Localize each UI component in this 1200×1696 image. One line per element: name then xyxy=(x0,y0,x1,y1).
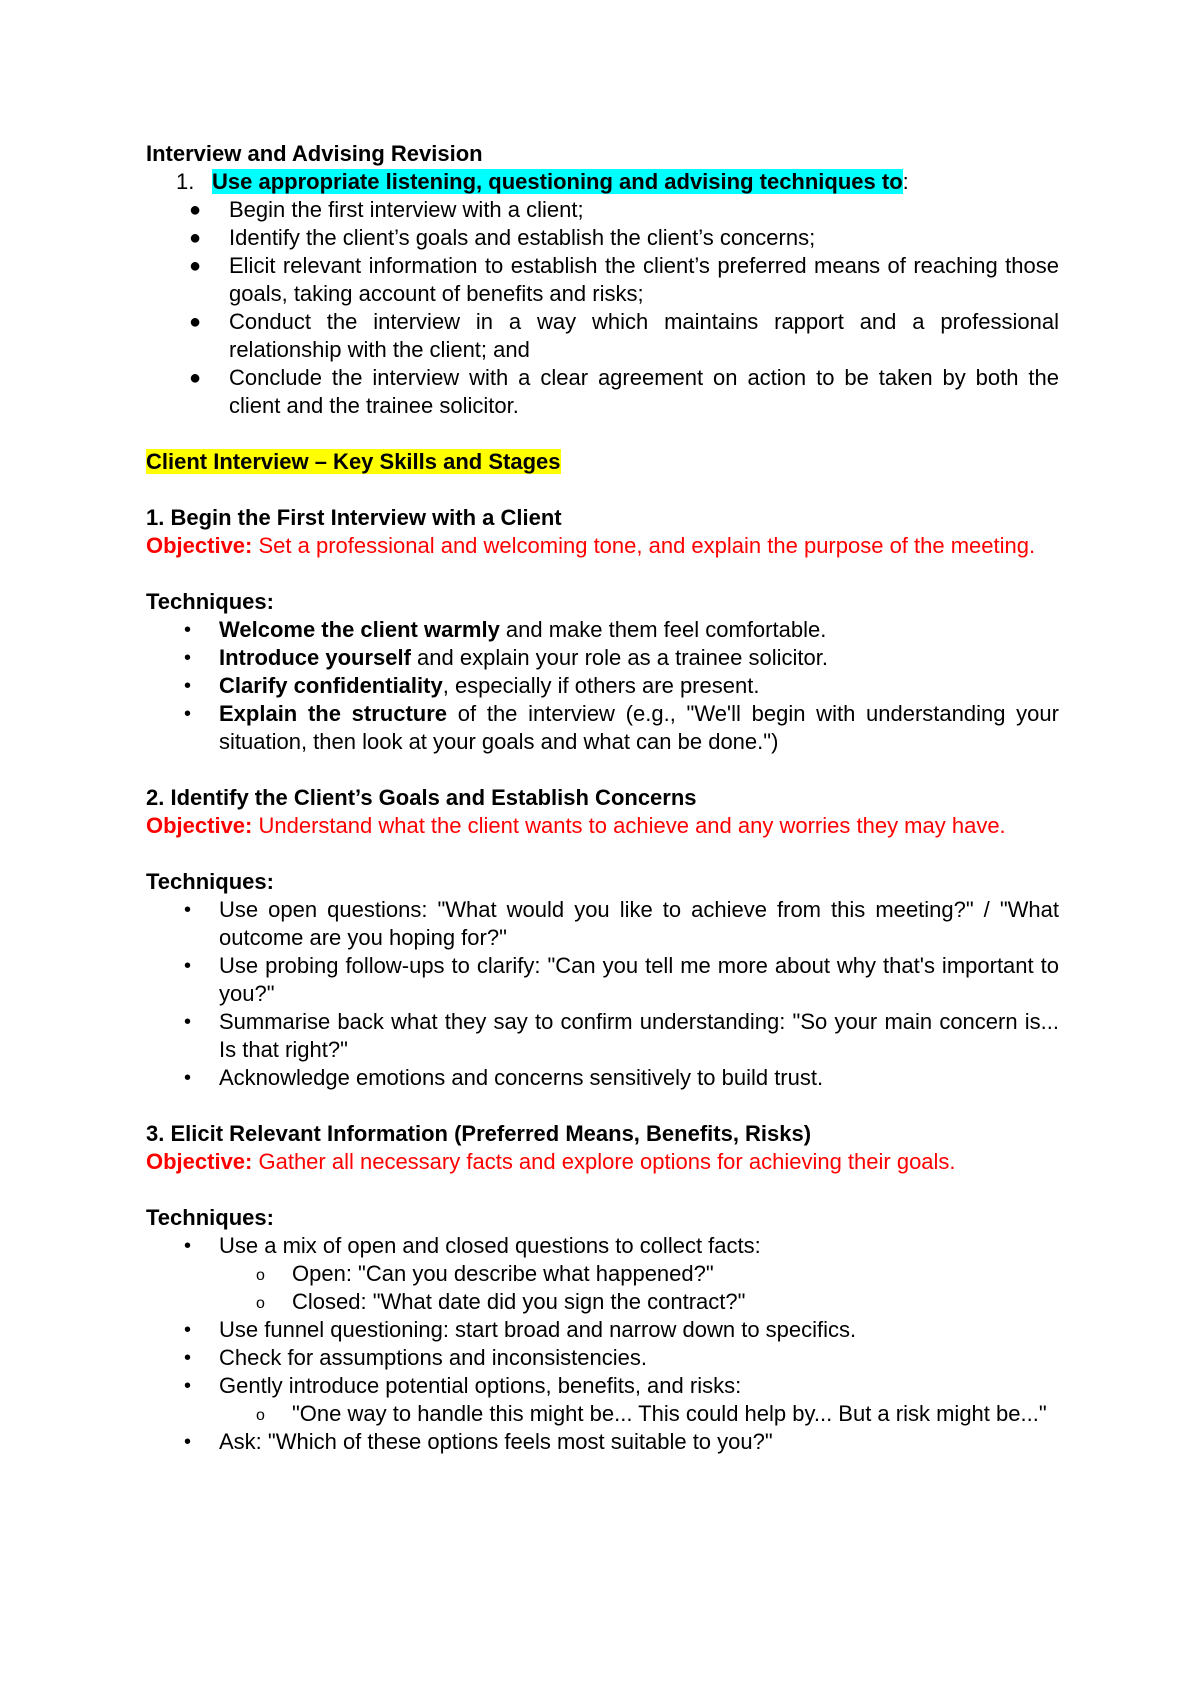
list-item: • Summarise back what they say to confirm understanding: "So your main concern is... Is that right?" xyxy=(184,1009,1059,1062)
list-item: ● Conclude the interview with a clear agreement on action to be taken by both the client and the trainee solicitor. xyxy=(189,365,1059,418)
sub-list xyxy=(219,1260,1059,1316)
list-item: ● Identify the client’s goals and establish the client’s concerns; xyxy=(189,225,816,250)
section1-techniques-label: Techniques: xyxy=(146,589,274,614)
circle-bullet-icon: o xyxy=(256,1295,265,1312)
bullet-icon: • xyxy=(184,1431,192,1453)
bullet-icon: • xyxy=(184,1235,192,1257)
section2-objective: Objective: Understand what the client wants to achieve and any worries they may have. xyxy=(146,813,1006,838)
list-item: ● Elicit relevant information to establish the client’s preferred means of reaching those goals, taking account of benefits and risks; xyxy=(189,253,1059,306)
outcome-number: 1. xyxy=(176,169,195,194)
bullet-icon: • xyxy=(184,647,192,669)
bullet-icon: ● xyxy=(189,367,202,389)
bullet-icon: • xyxy=(184,619,192,641)
list-item: • Introduce yourself and explain your role as a trainee solicitor. xyxy=(184,645,828,670)
list-item: • Use open questions: "What would you like to achieve from this meeting?" / "What outcome are you hoping for?" xyxy=(184,897,1059,950)
list-item: • Use probing follow-ups to clarify: "Can you tell me more about why that's important to you?" xyxy=(184,953,1059,1006)
bullet-icon: ● xyxy=(189,199,202,221)
list-item: ● Begin the first interview with a client; xyxy=(189,197,584,222)
list-item: • Use funnel questioning: start broad and narrow down to specifics. xyxy=(184,1317,857,1342)
list-item: • Ask: "Which of these options feels most suitable to you?" xyxy=(184,1429,773,1454)
section3-objective: Objective: Gather all necessary facts and explore options for achieving their goals. xyxy=(146,1149,956,1174)
document-title: Interview and Advising Revision xyxy=(146,141,483,166)
list-item: • Gently introduce potential options, benefits, and risks: o "One way to handle this might be... This could help by... But a risk might be..." xyxy=(146,1372,1059,1428)
list-item: • Welcome the client warmly and make them feel comfortable. xyxy=(184,617,827,642)
bullet-icon: • xyxy=(184,1347,192,1369)
sub-list xyxy=(219,1400,1059,1428)
bullet-icon: • xyxy=(184,1319,192,1341)
bullet-icon: • xyxy=(184,675,192,697)
bullet-icon: • xyxy=(184,1067,192,1089)
section2-list xyxy=(146,896,1059,1092)
sub-list-item: o Closed: "What date did you sign the contract?" xyxy=(219,1288,1059,1316)
document-page xyxy=(146,140,1059,1456)
outcome-list xyxy=(146,196,1059,420)
list-item: • Clarify confidentiality, especially if others are present. xyxy=(184,673,760,698)
bullet-icon: • xyxy=(184,703,192,725)
circle-bullet-icon: o xyxy=(256,1407,265,1424)
section1-heading: 1. Begin the First Interview with a Client xyxy=(146,505,562,530)
sub-list-item: o Open: "Can you describe what happened?" xyxy=(219,1260,1059,1288)
sub-list-item: o "One way to handle this might be... This could help by... But a risk might be..." xyxy=(219,1400,1059,1428)
section1-list xyxy=(146,616,1059,756)
section-banner: Client Interview – Key Skills and Stages xyxy=(146,449,561,474)
bullet-icon: • xyxy=(184,955,192,977)
list-item: • Acknowledge emotions and concerns sensitively to build trust. xyxy=(184,1065,824,1090)
outcome-heading-text: Use appropriate listening, questioning and advising techniques to xyxy=(212,169,903,194)
list-item: ● Conduct the interview in a way which maintains rapport and a professional relationship with the client; and xyxy=(189,309,1059,362)
bullet-icon: ● xyxy=(189,255,202,277)
list-item: • Explain the structure of the interview (e.g., "We'll begin with understanding your situation, then look at your goals and what can be done.") xyxy=(184,701,1059,754)
bullet-icon: • xyxy=(184,899,192,921)
section1-objective: Objective: Set a professional and welcoming tone, and explain the purpose of the meeting. xyxy=(146,533,1036,558)
section2-techniques-label: Techniques: xyxy=(146,869,274,894)
bullet-icon: • xyxy=(184,1011,192,1033)
outcome-heading xyxy=(146,168,1059,196)
bullet-icon: ● xyxy=(189,311,202,333)
section3-techniques-label: Techniques: xyxy=(146,1205,274,1230)
section3-list xyxy=(146,1232,1059,1456)
bullet-icon: • xyxy=(184,1375,192,1397)
outcome-colon: : xyxy=(902,169,909,194)
circle-bullet-icon: o xyxy=(256,1267,265,1284)
section2-heading: 2. Identify the Client’s Goals and Establish Concerns xyxy=(146,785,697,810)
section3-heading: 3. Elicit Relevant Information (Preferred Means, Benefits, Risks) xyxy=(146,1121,812,1146)
list-item: • Check for assumptions and inconsistencies. xyxy=(184,1345,647,1370)
list-item: • Use a mix of open and closed questions to collect facts: o Open: "Can you describe what happened?" o Closed: "What date did you sign the contract?" xyxy=(146,1232,1059,1316)
bullet-icon: ● xyxy=(189,227,202,249)
